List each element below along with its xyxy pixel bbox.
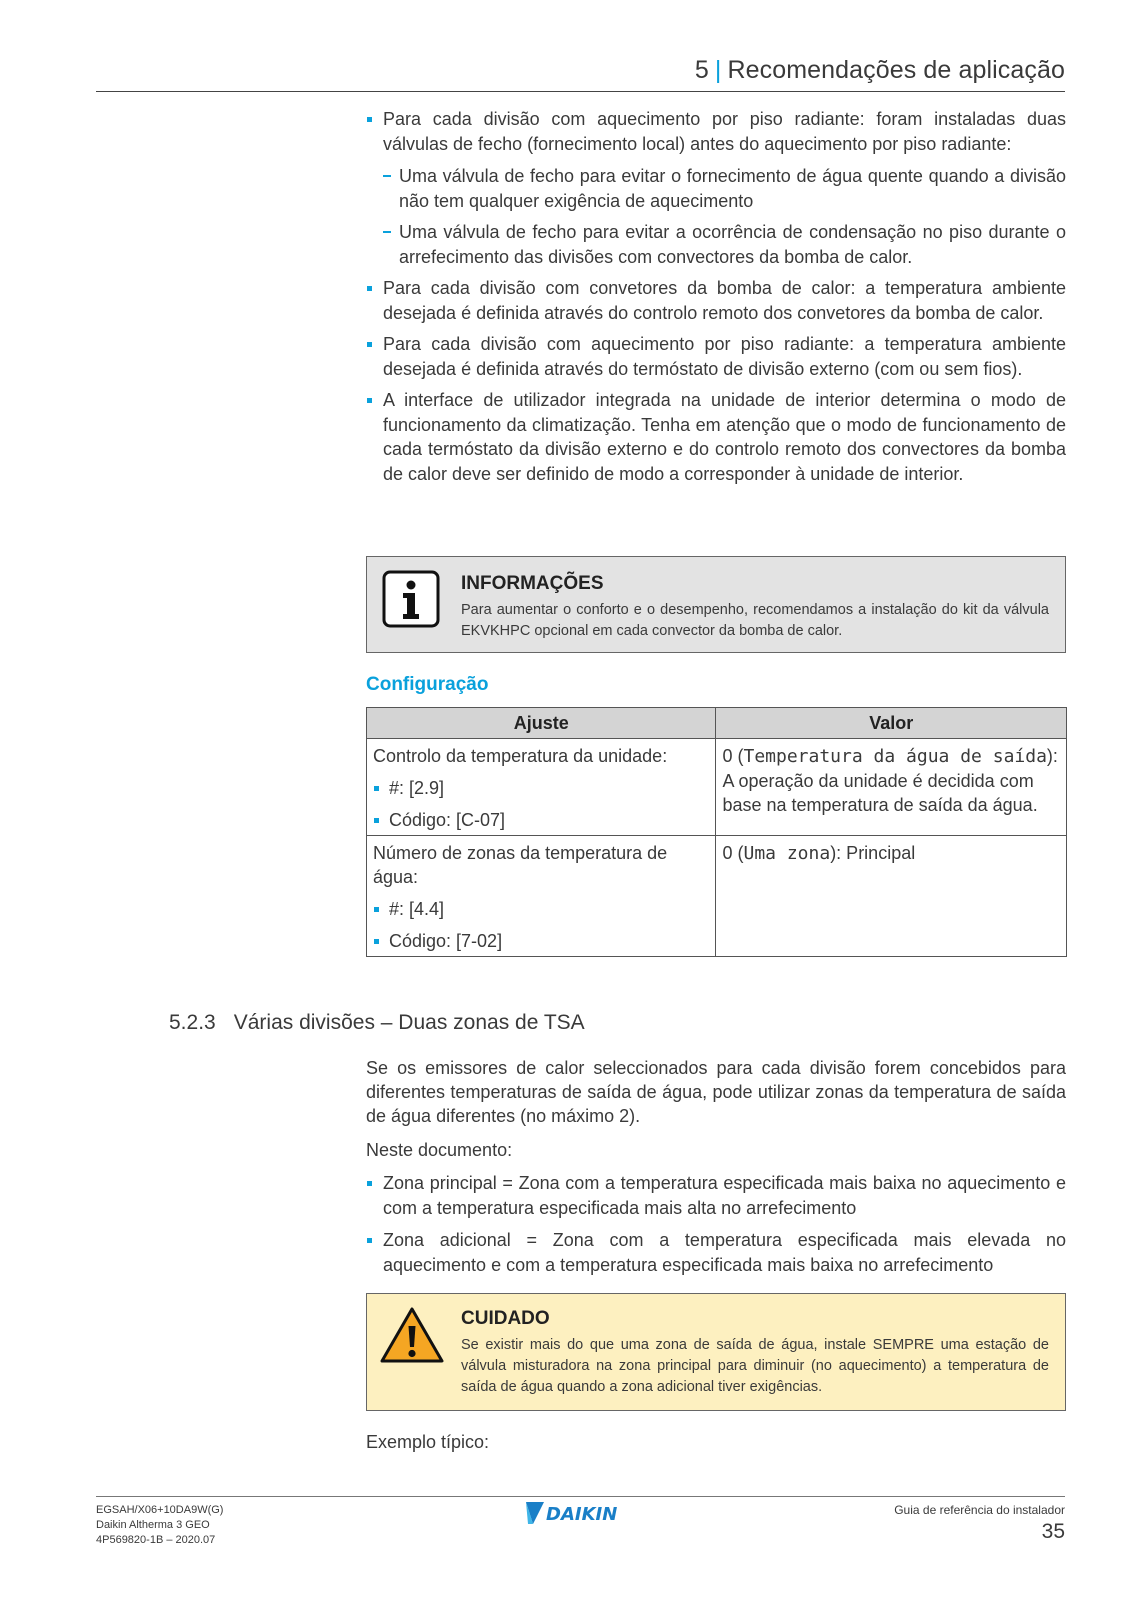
list-item [366,276,1066,325]
bullet-marker [374,939,379,944]
value-prefix: 0 ( [722,843,744,863]
config-table [366,707,1067,957]
warning-icon [379,1306,445,1364]
top-bullet-list [366,107,1066,486]
sub-item-text: Uma válvula de fecho para evitar o fornecimento de água quente quando a divisão não tem qualquer exigência de aquecimento [399,166,1066,211]
list-item-text: Zona principal = Zona com a temperatura especificada mais baixa no aquecimento e com a temperatura especificada mais alta no arrefecimento [383,1173,1066,1218]
setting-code [373,929,709,953]
value-cell [716,836,1067,957]
setting-code [373,897,709,921]
list-item-text: Para cada divisão com aquecimento por piso radiante: a temperatura ambiente desejada é definida através do termóstato de divisão externo (com ou sem fios). [383,334,1066,379]
section-heading [169,1011,585,1035]
bullet-marker [367,1181,372,1186]
caution-box-text: Se existir mais do que uma zona de saída de água, instale SEMPRE uma estação de válvula misturadora na zona principal para diminuir (no aquecimento) a temperatura de saída de água quando a zona adicional tiver exigências. [461,1337,1049,1395]
table-header-row [367,708,1067,739]
list-item-text: A interface de utilizador integrada na unidade de interior determina o modo de funcionamento da climatização. Tenha em atenção que o modo de funcionamento de cada termóstato da divisão externo e do controlo remoto dos convectores da bomba de calor deve ser definido de modo a corresponder à unidade de interior. [383,390,1066,484]
header-separator: | [714,56,722,84]
column-header-setting: Ajuste [367,708,716,739]
caution-box-title: CUIDADO [461,1308,550,1329]
section-number: 5.2.3 [169,1011,216,1034]
info-icon [382,570,440,628]
bullet-marker [367,117,372,122]
logo-text: DAIKIN [546,1504,618,1525]
value-description: ): Principal [830,843,916,863]
info-box-content [461,573,1049,642]
sub-list-item [366,220,1066,269]
warning-icon-column [367,1294,453,1410]
code-hash: #: [4.4] [389,899,445,919]
section-lead: Neste documento: [366,1140,513,1160]
list-item [366,332,1066,381]
footer-product: Daikin Altherma 3 GEO [96,1519,210,1531]
footer-guide: Guia de referência do instalador [894,1503,1065,1517]
list-item [366,1171,1066,1220]
bullet-marker [367,286,372,291]
list-item [366,1228,1066,1277]
list-item [366,107,1066,156]
value-option: Uma zona [743,843,831,864]
config-heading: Configuração [366,674,489,695]
bullet-marker [374,786,379,791]
caution-box [366,1293,1066,1411]
bullet-marker [367,342,372,347]
info-box [366,556,1066,653]
sub-list-item [366,164,1066,213]
value-prefix: 0 ( [722,746,744,766]
dash-marker [383,231,391,233]
info-box-text: Para aumentar o conforto e o desempenho, recomendamos a instalação do kit da válvula EKVKHPC opcional em cada convector da bomba de calor. [461,602,1049,639]
column-header-value: Valor [716,708,1067,739]
info-box-title: INFORMAÇÕES [461,573,604,594]
example-block [366,1430,1066,1454]
list-item-text: Para cada divisão com aquecimento por piso radiante: foram instaladas duas válvulas de fecho (fornecimento local) antes do aquecimento por piso radiante: [383,109,1066,154]
footer-divider [96,1496,1065,1497]
info-icon-column [367,557,453,652]
chapter-number: 5 [694,56,709,84]
section-title: Várias divisões – Duas zonas de TSA [233,1011,585,1034]
value-option: Temperatura da água de saída [743,746,1047,767]
caution-box-content [461,1308,1049,1398]
header-divider [96,91,1065,92]
bullet-marker [367,398,372,403]
setting-cell [367,739,716,836]
footer-model: EGSAH/X06+10DA9W(G) [96,1504,224,1516]
daikin-logo [524,1500,634,1526]
code-field: Código: [C-07] [389,810,506,830]
setting-code [373,776,709,800]
page-header [695,56,1065,85]
value-cell [716,739,1067,836]
footer-docnum: 4P569820-1B – 2020.07 [96,1534,216,1546]
setting-label: Número de zonas da temperatura de água: [373,843,668,887]
dash-marker [383,175,391,177]
bullet-marker [374,818,379,823]
page-number: 35 [1041,1520,1065,1543]
section-intro: Se os emissores de calor seleccionados para cada divisão forem concebidos para diferentes temperaturas de saída de água, pode utilizar zonas da temperatura de saída de água diferentes (no máximo 2). [366,1058,1066,1126]
list-item [366,388,1066,486]
setting-code [373,808,709,832]
example-label: Exemplo típico: [366,1432,490,1452]
setting-label: Controlo da temperatura da unidade: [373,746,668,766]
setting-cell [367,836,716,957]
list-item-text: Zona adicional = Zona com a temperatura especificada mais elevada no aquecimento e com a temperatura especificada mais baixa no arrefecimento [383,1230,1066,1275]
bullet-marker [367,1238,372,1243]
section-body [366,1056,1066,1277]
table-row [367,739,1067,836]
table-row [367,836,1067,957]
list-item-text: Para cada divisão com convetores da bomba de calor: a temperatura ambiente desejada é definida através do controlo remoto dos convetores da bomba de calor. [383,278,1066,323]
code-field: Código: [7-02] [389,931,503,951]
sub-item-text: Uma válvula de fecho para evitar a ocorrência de condensação no piso durante o arrefecimento das divisões com convectores da bomba de calor. [399,222,1066,267]
footer-doc-info [96,1503,223,1548]
chapter-title: Recomendações de aplicação [727,56,1065,84]
value-description: ): A operação da unidade é decidida com base na temperatura de saída da água. [722,746,1058,815]
bullet-marker [374,907,379,912]
code-hash: #: [2.9] [389,778,445,798]
